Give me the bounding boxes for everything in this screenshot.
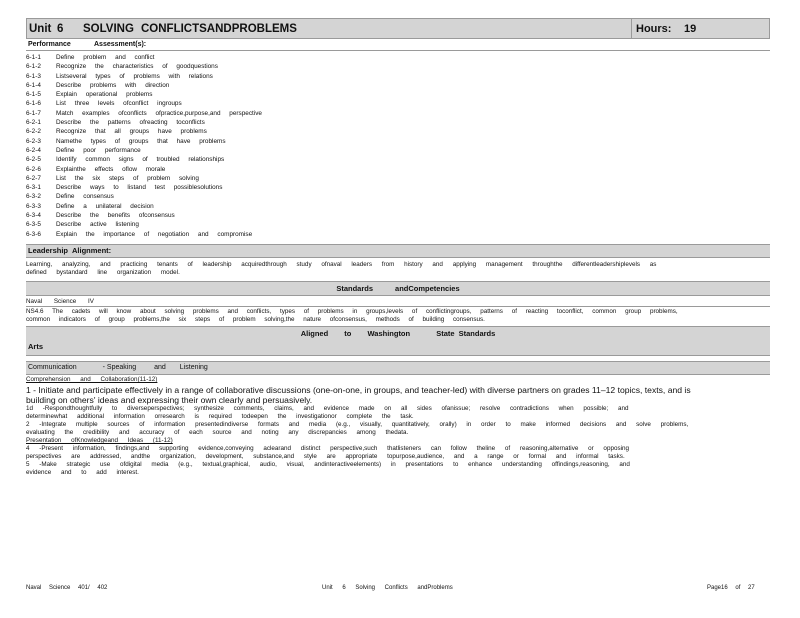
unit-label: Unit (29, 22, 52, 35)
objective-text: Namethe types of groups that have problems (56, 137, 226, 145)
performance-label: Performance (28, 41, 71, 48)
objectives-list (26, 53, 770, 239)
objective-code: 6-3-2 (26, 193, 41, 201)
standard-5-line-1: 5 -Make strategic use ofdigital media (e.g., textual,graphical, audio, visual, andinteractiveelements) in presentations to enhance understanding offindings,reasoning, and (26, 460, 630, 468)
objective-text: Recognize the characteristics of goodquestions (56, 63, 218, 71)
objective-code: 6-2-3 (26, 137, 41, 145)
standard-2-line-1: 2 -Integrate multiple sources of information presentedindiverse formats and media (e.g., visually, quantitatively, orally) in order to make informed decisions and solve problems, (26, 420, 689, 428)
leadership-heading-2: Alignment: (72, 246, 112, 256)
hours-value: 19 (684, 22, 697, 35)
arts-label: Arts (28, 341, 44, 351)
comprehension-subheading: Comprehension and Collaboration(11-12) (26, 375, 158, 383)
objective-text: Explainthe effects oflow morale (56, 165, 166, 173)
performance-row (26, 39, 770, 51)
objective-text: Describe active listening (56, 221, 139, 229)
communication-heading-4: Listening (179, 364, 208, 372)
footer-center: Unit 6 Solving Conflicts andProblems (322, 585, 453, 591)
standard-4-line-1: 4 -Present information, findings,and supporting evidence,conveying aclearand distinct perspective,such thatlisteners can follow theline of reasoning,alternative or opposing (26, 444, 629, 452)
objective-row (26, 127, 770, 136)
objective-code: 6-3-5 (26, 221, 41, 229)
leadership-heading (26, 244, 770, 258)
objective-code: 6-3-3 (26, 202, 41, 210)
leadership-line-2: defined bystandard line organization model. (26, 268, 180, 276)
washington-heading-3: Washington (367, 328, 411, 338)
objective-text: Describe problems with direction (56, 81, 170, 89)
communication-heading-2: - Speaking (102, 364, 137, 372)
objective-row (26, 202, 770, 211)
washington-heading-2: to (344, 328, 352, 338)
objective-code: 6-3-4 (26, 212, 41, 220)
objective-row (26, 99, 770, 108)
objective-row (26, 230, 770, 239)
objective-row (26, 174, 770, 183)
leadership-line-1: Learning, analyzing, and practicing tenants of leadership acquiredthrough study ofnaval leaders from history and applying management throughthe differentleadershiplevels as (26, 260, 657, 268)
standards-course: Naval Science IV (26, 297, 94, 305)
objective-code: 6-1-1 (26, 54, 41, 61)
objective-text: Match examples ofconflicts ofpractice,purpose,and perspective (56, 109, 262, 117)
objective-text: Describe the benefits ofconsensus (56, 212, 175, 220)
communication-body (26, 376, 770, 477)
objective-row (26, 118, 770, 127)
footer-right: Page16 of 27 (707, 585, 755, 591)
objective-text: Identify common signs of troubled relationships (56, 156, 225, 164)
objective-row (26, 137, 770, 146)
objective-code: 6-1-7 (26, 109, 41, 117)
objective-row (26, 165, 770, 174)
objective-code: 6-3-1 (26, 184, 41, 192)
objective-code: 6-2-4 (26, 146, 41, 154)
objective-text: List the six steps of problem solving (56, 174, 199, 182)
footer-left: Naval Science 401/ 402 (26, 585, 108, 591)
unit-number: 6 (57, 22, 64, 35)
communication-heading-3: and (154, 364, 166, 372)
objective-code: 6-1-3 (26, 72, 41, 80)
standard-1-line-2: building on others' ideas and expressing their own clearly and persuasively. (26, 394, 313, 405)
unit-title-2: CONFLICTSANDPROBLEMS (141, 22, 297, 35)
objective-code: 6-1-4 (26, 81, 41, 89)
hours-cell (632, 19, 769, 38)
objective-text: Explain operational problems (56, 91, 153, 99)
objective-code: 6-3-6 (26, 230, 41, 238)
unit-title-cell (27, 19, 632, 38)
objective-row (26, 155, 770, 164)
objective-row (26, 211, 770, 220)
unit-title-1: SOLVING (83, 22, 134, 35)
objective-code: 6-1-5 (26, 91, 41, 99)
objective-code: 6-2-5 (26, 156, 41, 164)
standard-2-line-2: evaluating the credibility and accuracy of each source and noting any discrepancies among thedata. (26, 428, 409, 436)
objective-text: Explain the importance of negotiation and compromise (56, 230, 253, 238)
standard-5-line-2: evidence and to add interest. (26, 468, 139, 476)
objective-text: Define poor performance (56, 146, 141, 154)
objective-row (26, 72, 770, 81)
standard-1-line-1: 1 - Initiate and participate effectively in a range of collaborative discussions (one-on-one, in groups, and teacher-led) with diverse partners on grades 11–12 topics, texts, and is (26, 384, 691, 395)
assessment-label: Assessment(s): (94, 41, 147, 48)
objective-text: Recognize that all groups have problems (56, 128, 207, 136)
standards-heading (26, 281, 770, 296)
objective-code: 6-2-1 (26, 119, 41, 127)
objective-text: Define consensus (56, 193, 114, 201)
page-footer (26, 585, 770, 591)
hours-label: Hours: (636, 22, 672, 35)
standard-1d-line-2: determinewhat additional information orresearch is required todeepen the investigationor complete the task. (26, 412, 414, 420)
document-page (26, 18, 770, 591)
washington-heading (26, 326, 770, 356)
standard-4-line-2: perspectives are addressed, andthe organization, development, substance,and style are appropriate topurpose,audience, and a range or formal and informal tasks. (26, 452, 625, 460)
unit-header-row (26, 18, 770, 39)
objective-code: 6-1-6 (26, 100, 41, 108)
presentation-subheading: Presentation ofKnowledgeand Ideas (11-12) (26, 436, 173, 444)
communication-heading (26, 361, 770, 375)
objective-row (26, 183, 770, 192)
standard-1d-line-1: 1d -Respondthoughtfully to diverseperspectives; synthesize comments, claims, and evidence made on all sides ofanissue; resolve contradictions when possible; and (26, 404, 629, 412)
standards-line-1: NS4.6 The cadets will know about solving problems and conflicts, types of problems in groups,levels of conflictingroups, patterns of reacting toconflict, common group problems, (26, 307, 678, 315)
objective-text: Describe the patterns ofreacting toconflicts (56, 119, 205, 127)
washington-heading-4: State Standards (436, 328, 496, 338)
objective-text: Listseveral types of problems with relations (56, 72, 213, 80)
objective-text: Describe ways to listand test possiblesolutions (56, 184, 223, 192)
washington-heading-1: Aligned (300, 328, 329, 338)
objective-code: 6-2-7 (26, 174, 41, 182)
objective-text: Define problem and conflict (56, 54, 155, 61)
standards-text (26, 306, 770, 324)
objective-row (26, 53, 770, 62)
objective-row (26, 90, 770, 99)
standards-heading-2: andCompetencies (395, 283, 460, 293)
objective-code: 6-2-2 (26, 128, 41, 136)
standards-heading-1: Standards (336, 283, 374, 293)
objective-row (26, 192, 770, 201)
standards-line-2: common indicators of group problems,the six steps of problem solving,the nature ofconsensus, methods of building consensus. (26, 315, 485, 323)
leadership-heading-1: Leadership (28, 246, 69, 256)
objective-row (26, 62, 770, 71)
objective-row (26, 220, 770, 229)
objective-text: List three levels ofconflict ingroups (56, 100, 182, 108)
communication-heading-1: Communication (28, 364, 77, 372)
objective-code: 6-2-6 (26, 165, 41, 173)
leadership-text (26, 261, 770, 277)
objective-text: Define a unilateral decision (56, 202, 154, 210)
objective-code: 6-1-2 (26, 63, 41, 71)
objective-row (26, 109, 770, 118)
objective-row (26, 146, 770, 155)
objective-row (26, 81, 770, 90)
